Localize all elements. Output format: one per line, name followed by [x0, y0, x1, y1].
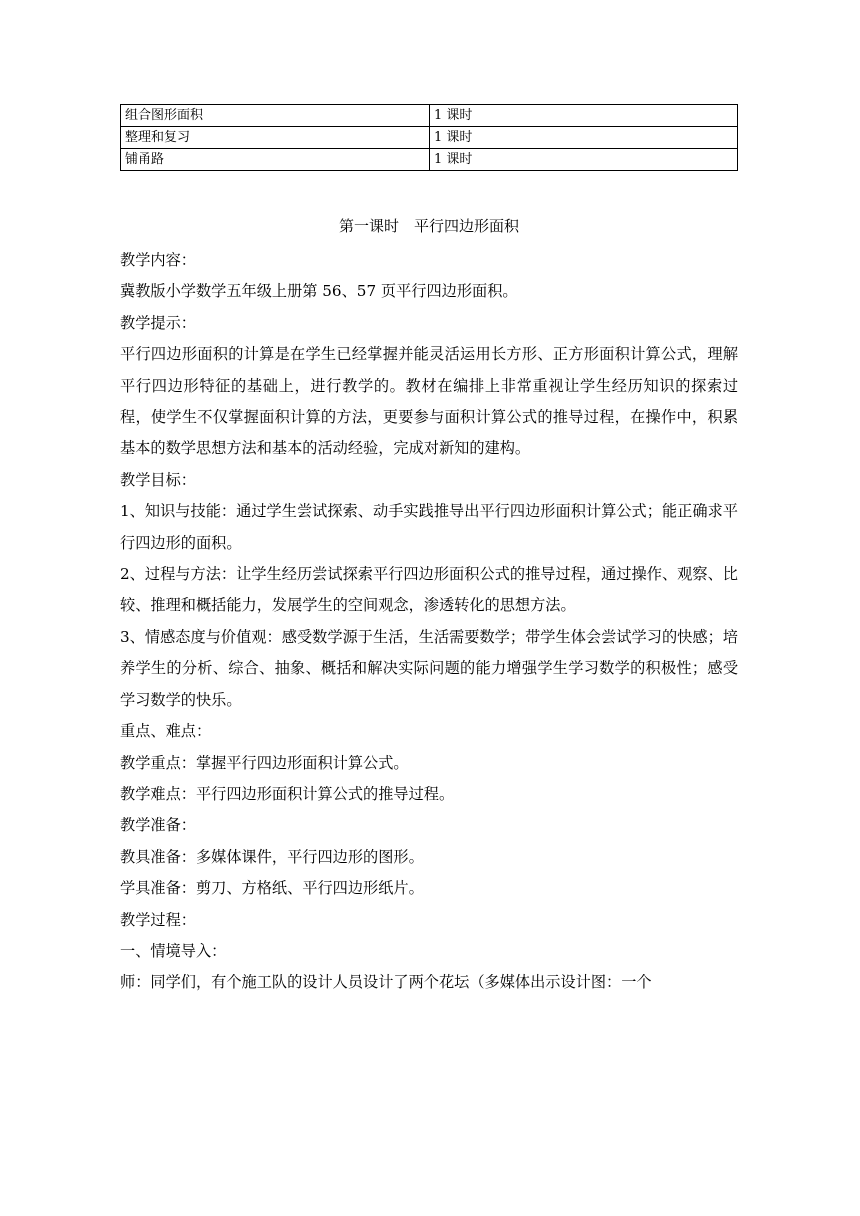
hours-cell: 1 课时 — [430, 105, 738, 127]
lesson-schedule-table — [120, 104, 738, 171]
topic-cell: 铺甬路 — [121, 149, 430, 171]
topic-cell: 组合图形面积 — [121, 105, 430, 127]
table-row — [121, 105, 738, 127]
goal-process-methods: 2、过程与方法：让学生经历尝试探索平行四边形面积公式的推导过程，通过操作、观察、比较、推理和概括能力，发展学生的空间观念，渗透转化的思想方法。 — [120, 565, 738, 615]
teacher-materials-text: 教具准备：多媒体课件，平行四边形的图形。 — [120, 847, 424, 866]
lesson-body — [120, 245, 738, 999]
table-row — [121, 127, 738, 149]
section-situation-intro: 一、情境导入： — [120, 941, 227, 960]
heading-teaching-process: 教学过程： — [120, 910, 196, 929]
teaching-tips-text: 平行四边形面积的计算是在学生已经掌握并能灵活运用长方形、正方形面积计算公式，理解平行四边形特征的基础上，进行教学的。教材在编排上非常重视让学生经历知识的探索过程，使学生不仅掌握面积计算的方法，更要参与面积计算公式的推导过程，在操作中，积累基本的数学思想方法和基本的活动经验，完成对新知的建构。 — [120, 345, 738, 458]
heading-key-difficult-points: 重点、难点： — [120, 722, 212, 741]
heading-teaching-content: 教学内容： — [120, 251, 196, 269]
table-row — [121, 149, 738, 171]
heading-preparation: 教学准备： — [120, 816, 196, 835]
lesson-title: 第一课时 平行四边形面积 — [338, 217, 519, 235]
topic-cell: 整理和复习 — [121, 127, 430, 149]
hours-cell: 1 课时 — [430, 127, 738, 149]
heading-teaching-goals: 教学目标： — [120, 470, 196, 489]
student-materials-text: 学具准备：剪刀、方格纸、平行四边形纸片。 — [120, 879, 424, 898]
key-point-text: 教学重点：掌握平行四边形面积计算公式。 — [120, 753, 409, 772]
goal-knowledge-skills: 1、知识与技能：通过学生尝试探索、动手实践推导出平行四边形面积计算公式；能正确求平行四边形的面积。 — [120, 502, 738, 552]
hours-cell: 1 课时 — [430, 149, 738, 171]
goal-attitudes-values: 3、情感态度与价值观：感受数学源于生活，生活需要数学；带学生体会尝试学习的快感；培养学生的分析、综合、抽象、概括和解决实际问题的能力增强学生学习数学的积极性；感受学习数学的快乐。 — [120, 627, 738, 709]
heading-teaching-tips: 教学提示： — [120, 313, 196, 332]
teacher-dialogue-text: 师：同学们，有个施工队的设计人员设计了两个花坛（多媒体出示设计图：一个 — [120, 973, 652, 992]
difficult-point-text: 教学难点：平行四边形面积计算公式的推导过程。 — [120, 784, 455, 803]
teaching-content-text: 冀教版小学数学五年级上册第 56、57 页平行四边形面积。 — [120, 282, 518, 301]
